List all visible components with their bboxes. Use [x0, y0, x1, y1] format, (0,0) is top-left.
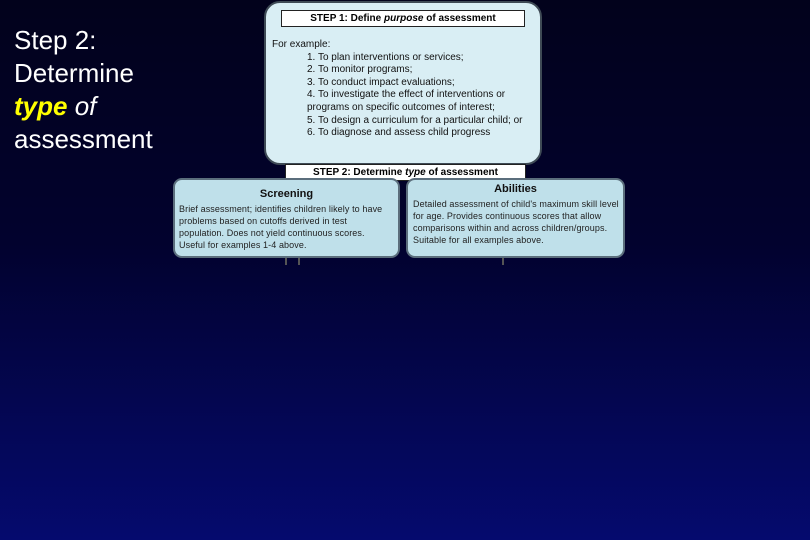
screening-description: Brief assessment; identifies children likely to have problems based on cutoffs derived in test population. Does not yield continuous scores. Useful for examples 1-4 above.: [179, 204, 383, 250]
step1-label-emphasis: purpose: [384, 13, 424, 24]
abilities-description: Detailed assessment of child's maximum skill level for age. Provides continuous scores that allow comparisons within and across children/groups. Suitable for all examples above.: [413, 199, 619, 245]
step2-label-post: of assessment: [425, 167, 498, 178]
abilities-title: Abilities: [494, 183, 537, 195]
purpose-examples: [272, 39, 538, 140]
title-line-3: [14, 90, 184, 123]
example-item: 6. To diagnose and assess child progress: [307, 127, 491, 139]
screening-card: [173, 178, 400, 258]
title-of: of: [74, 91, 97, 121]
screening-title: Screening: [259, 188, 314, 200]
example-item: 1. To plan interventions or services;: [307, 51, 464, 63]
step1-label: [281, 10, 525, 27]
title-line-2: Determine: [14, 58, 134, 88]
example-item: 4. To investigate the effect of interventions or programs on specific outcomes of interest;: [307, 89, 506, 113]
connector-line: [285, 258, 287, 265]
abilities-card: [406, 178, 625, 258]
step1-label-post: of assessment: [423, 13, 496, 24]
title-line-1: Step 2:: [14, 25, 97, 55]
examples-intro: For example:: [272, 39, 331, 50]
title-line-4: assessment: [14, 124, 153, 154]
example-item: 3. To conduct impact evaluations;: [307, 76, 455, 88]
examples-list: [272, 52, 538, 140]
step2-label-pre: STEP 2: Determine: [313, 167, 406, 178]
example-item: 5. To design a curriculum for a particular child; or: [307, 114, 523, 126]
step2-label-emphasis: type: [405, 167, 426, 178]
step1-label-pre: STEP 1: Define: [310, 13, 384, 24]
example-item: 2. To monitor programs;: [307, 64, 413, 76]
connector-line: [502, 258, 504, 265]
slide-title: [14, 24, 184, 156]
connector-line: [298, 258, 300, 265]
title-emphasis: type: [14, 91, 68, 121]
